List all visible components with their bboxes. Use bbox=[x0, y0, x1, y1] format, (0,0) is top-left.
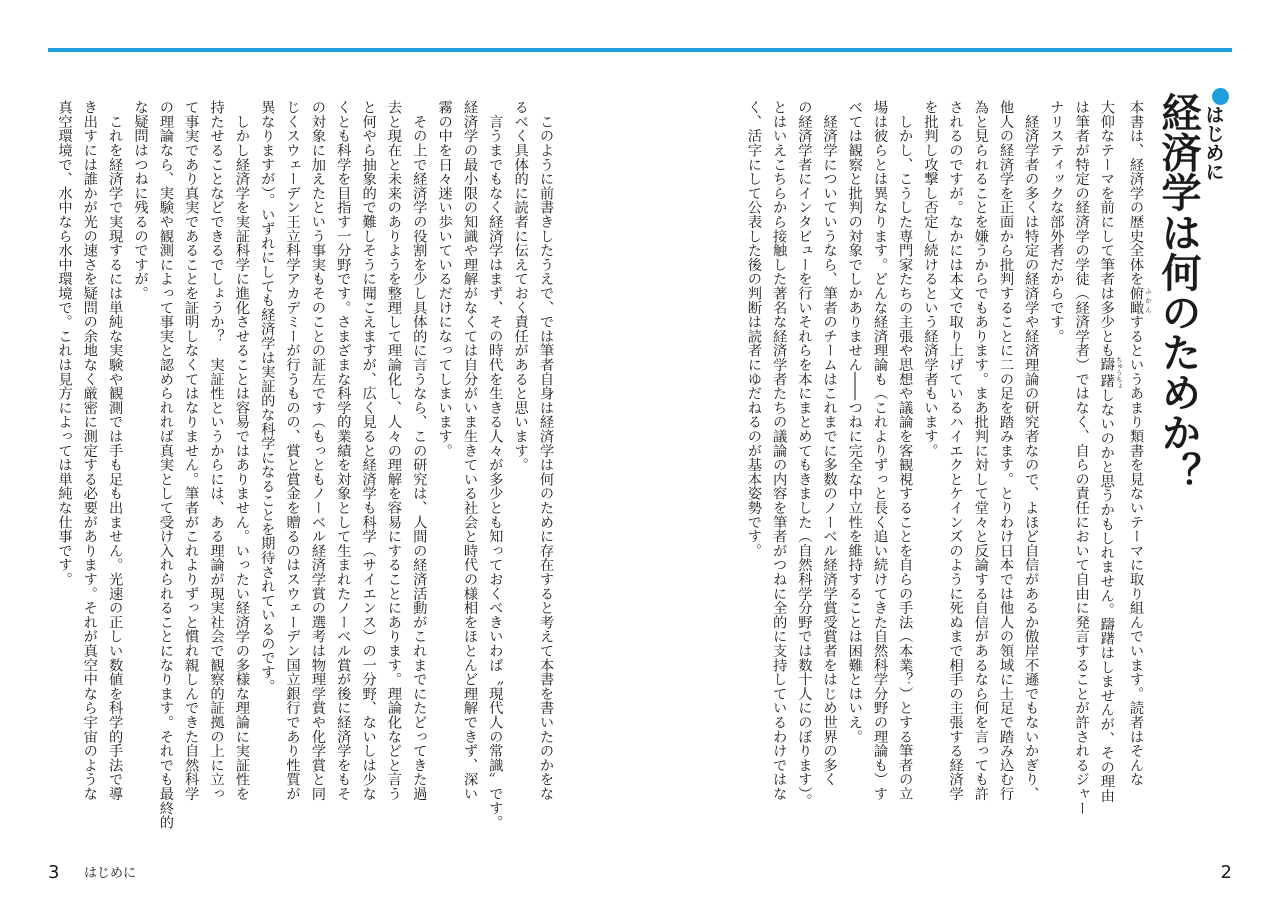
text-run: の理論なら、実験や観測によって事実と認められれば真実として受け入れられることになります。それでも最終的 bbox=[157, 100, 174, 830]
top-rule bbox=[48, 48, 1232, 52]
text-run: は筆者が特定の経済学の学徒（経済学者）ではなく、自らの責任において自由に発言することが許されるジャー bbox=[1073, 100, 1090, 815]
text-run: しかし、こうした専門家たちの主張や思想や議論を客観視することを自らの手法（本業？）とする筆者の立 bbox=[897, 100, 914, 801]
text-column bbox=[1043, 100, 1068, 840]
ruby-text: ちゅうちょ bbox=[1114, 356, 1123, 389]
left-page-body bbox=[51, 100, 558, 840]
text-column bbox=[917, 100, 942, 840]
text-column bbox=[1123, 100, 1152, 840]
text-run: 場は彼らとは異なります。どんな経済理論も（これよりずっと長く追い続けてきた自然科学分野の理論も）す bbox=[871, 100, 888, 801]
text-run: を批判し攻撃し否定し続けるという経済学者もいます。 bbox=[922, 100, 939, 458]
text-column bbox=[867, 100, 892, 840]
text-column bbox=[942, 100, 967, 840]
ruby-annotation bbox=[1098, 356, 1123, 389]
page-number-left: 3 bbox=[48, 862, 60, 883]
text-column bbox=[507, 100, 532, 840]
text-run: 去と現在と未来のありようを整理して理論化し、人々の理解を容易にすることにあります。理論化などと言う bbox=[385, 100, 402, 801]
text-run: じくスウェーデン王立科学アカデミーが行うものの、賞と賞金を贈るのはスウェーデン国立銀行であり性質が bbox=[284, 100, 301, 801]
text-column bbox=[381, 100, 406, 840]
chapter-label-text: はじめに bbox=[1202, 105, 1225, 181]
text-run: その上で経済学の役割を少し具体的に言うなら、この研究は、人間の経済活動がこれまでにたどってきた過 bbox=[411, 100, 428, 801]
text-run: 経済学についていうなら、筆者のチームはこれまでに多数のノーベル経済学賞受賞者をはじめ世界の多く bbox=[821, 100, 838, 787]
text-column bbox=[355, 100, 380, 840]
text-column bbox=[1068, 100, 1093, 840]
text-column bbox=[127, 100, 152, 840]
text-column bbox=[892, 100, 917, 840]
text-column bbox=[993, 100, 1018, 840]
text-column bbox=[1094, 100, 1123, 840]
text-run: な疑問はつねに残るのですが。 bbox=[132, 100, 149, 301]
text-column bbox=[229, 100, 254, 840]
bullet-dot-icon bbox=[1212, 88, 1229, 105]
text-column bbox=[741, 100, 766, 840]
ruby-annotation bbox=[1128, 285, 1152, 315]
text-run: 持たせることなどできるでしょうか？ 実証性というからには、ある理論が現実社会で観察的証拠の上に立っ bbox=[208, 100, 225, 801]
text-run: の対象に加えたという事実もそのことの証左です（もっともノーベル経済学賞の選考は物理学賞や化学賞と同 bbox=[309, 100, 326, 801]
text-column bbox=[968, 100, 993, 840]
text-run: しかし経済学を実証科学に進化させることは容易ではありません。いったい経済学の多様な理論に実証性を bbox=[233, 100, 250, 801]
text-column bbox=[482, 100, 507, 840]
text-run: 他人の経済学を正面から批判することに二の足を踏みます。とりわけ日本では他人の領域に土足で踏み込む行 bbox=[997, 100, 1014, 801]
text-run: 霧の中を日々迷い歩いているだけになってしまいます。 bbox=[436, 100, 453, 458]
text-run: 真空環境で、水中なら水中環境で。これは見方によっては単純な仕事です。 bbox=[56, 100, 73, 587]
text-column bbox=[76, 100, 101, 840]
text-run: これを経済学で実現するには単純な実験や観測では手も足も出ません。光速の正しい数値を科学的手法で導 bbox=[107, 100, 124, 801]
text-run: と何やら抽象的で難しそうに聞こえますが、広く見ると経済学も科学（サイエンス）の一分野、ないしは少な bbox=[360, 100, 377, 801]
ruby-base: 躊躇 bbox=[1098, 356, 1115, 389]
text-run: されるのですが。なかには本文で取り上げているハイエクとケインズのように死ぬまで相手の主張する経済学 bbox=[947, 100, 964, 801]
text-run: 経済学者の多くは特定の経済学や経済理論の研究者なので、よほど自信があるか傲岸不遜でもないかぎり、 bbox=[1023, 100, 1040, 801]
text-column bbox=[533, 100, 558, 840]
text-column bbox=[51, 100, 76, 840]
text-run: 経済学の最小限の知識や理解がなくては自分がいま生きている社会と時代の様相をほとんど理解できず、深い bbox=[461, 100, 478, 801]
text-column bbox=[330, 100, 355, 840]
running-head: はじめに bbox=[84, 866, 137, 881]
text-run: 言うまでもなく経済学はまず、その時代を生きる人々が多少とも知っておくべきいわば〝現代人の常識〟です。 bbox=[487, 100, 504, 830]
text-column bbox=[279, 100, 304, 840]
text-column bbox=[153, 100, 178, 840]
text-column bbox=[254, 100, 279, 840]
text-run: 異なりますが）。いずれにしても経済学は実証的な科学になることを期待されているのです。 bbox=[259, 100, 276, 694]
text-column bbox=[178, 100, 203, 840]
text-column bbox=[1018, 100, 1043, 840]
text-column bbox=[816, 100, 841, 840]
ruby-base: 俯瞰 bbox=[1128, 285, 1144, 315]
text-run: ナリスティックな部外者だからです。 bbox=[1048, 100, 1065, 344]
text-column bbox=[431, 100, 456, 840]
right-page-body bbox=[745, 100, 1152, 840]
text-column bbox=[305, 100, 330, 840]
ruby-text: ふかん bbox=[1144, 285, 1152, 315]
text-run: の経済学者にインタビューを行いそれらを本にまとめてもきました（自然科学分野では数十人にのぼります）。 bbox=[796, 100, 813, 808]
text-run: く、活字にして公表した後の判断は読者にゆだねるのが基本姿勢です。 bbox=[745, 100, 762, 558]
text-run: しないのかと思うかもしれません。躊躇はしませんが、その理由 bbox=[1098, 387, 1115, 803]
text-column bbox=[766, 100, 791, 840]
text-run: 大仰なテーマを前にして筆者は多少とも bbox=[1098, 100, 1115, 358]
text-column bbox=[102, 100, 127, 840]
text-run: き出すには誰かが光の速さを疑問の余地なく厳密に測定する必要があります。それが真空中なら宇宙のような bbox=[81, 100, 98, 801]
text-run: べては観察と批判の対象でしかありません――つねに完全な中立性を維持することは困難とはいえ。 bbox=[846, 100, 863, 744]
chapter-label bbox=[1203, 88, 1229, 181]
text-run: このように前書きしたうえで、では筆者自身は経済学は何のために存在すると考えて本書を書いたのかをな bbox=[538, 100, 554, 801]
text-column bbox=[457, 100, 482, 840]
text-column bbox=[842, 100, 867, 840]
text-run: るべく具体的に読者に伝えておく責任があると思います。 bbox=[512, 100, 529, 472]
text-run: くとも科学を目指す一分野です。さまざまな科学的業績を対象として生まれたノーベル賞が後に経済学をもそ bbox=[335, 100, 352, 801]
text-column bbox=[406, 100, 431, 840]
text-run: 為と見られることを嫌うからでもあります。まあ批判に対して堂々と反論する自信があるなら何を言っても許 bbox=[972, 100, 989, 801]
page-number-right: 2 bbox=[1220, 862, 1232, 883]
chapter-title: 経済学は何のためか？ bbox=[1155, 92, 1201, 492]
text-column bbox=[203, 100, 228, 840]
text-run: とはいえこちらから接触した著名な経済学者たちの議論の内容を筆者がつねに全的に支持しているわけではな bbox=[771, 100, 788, 801]
text-run: 本書は、経済学の歴史全体を bbox=[1128, 100, 1144, 286]
text-run: するというあまり類書を見ないテーマに取り組んでいます。読者はそんな bbox=[1128, 314, 1144, 787]
text-run: て事実であり真実であることを証明しなくてはなりません。筆者がこれよりずっと慣れ親しんできた自然科学 bbox=[183, 100, 200, 801]
text-column bbox=[791, 100, 816, 840]
